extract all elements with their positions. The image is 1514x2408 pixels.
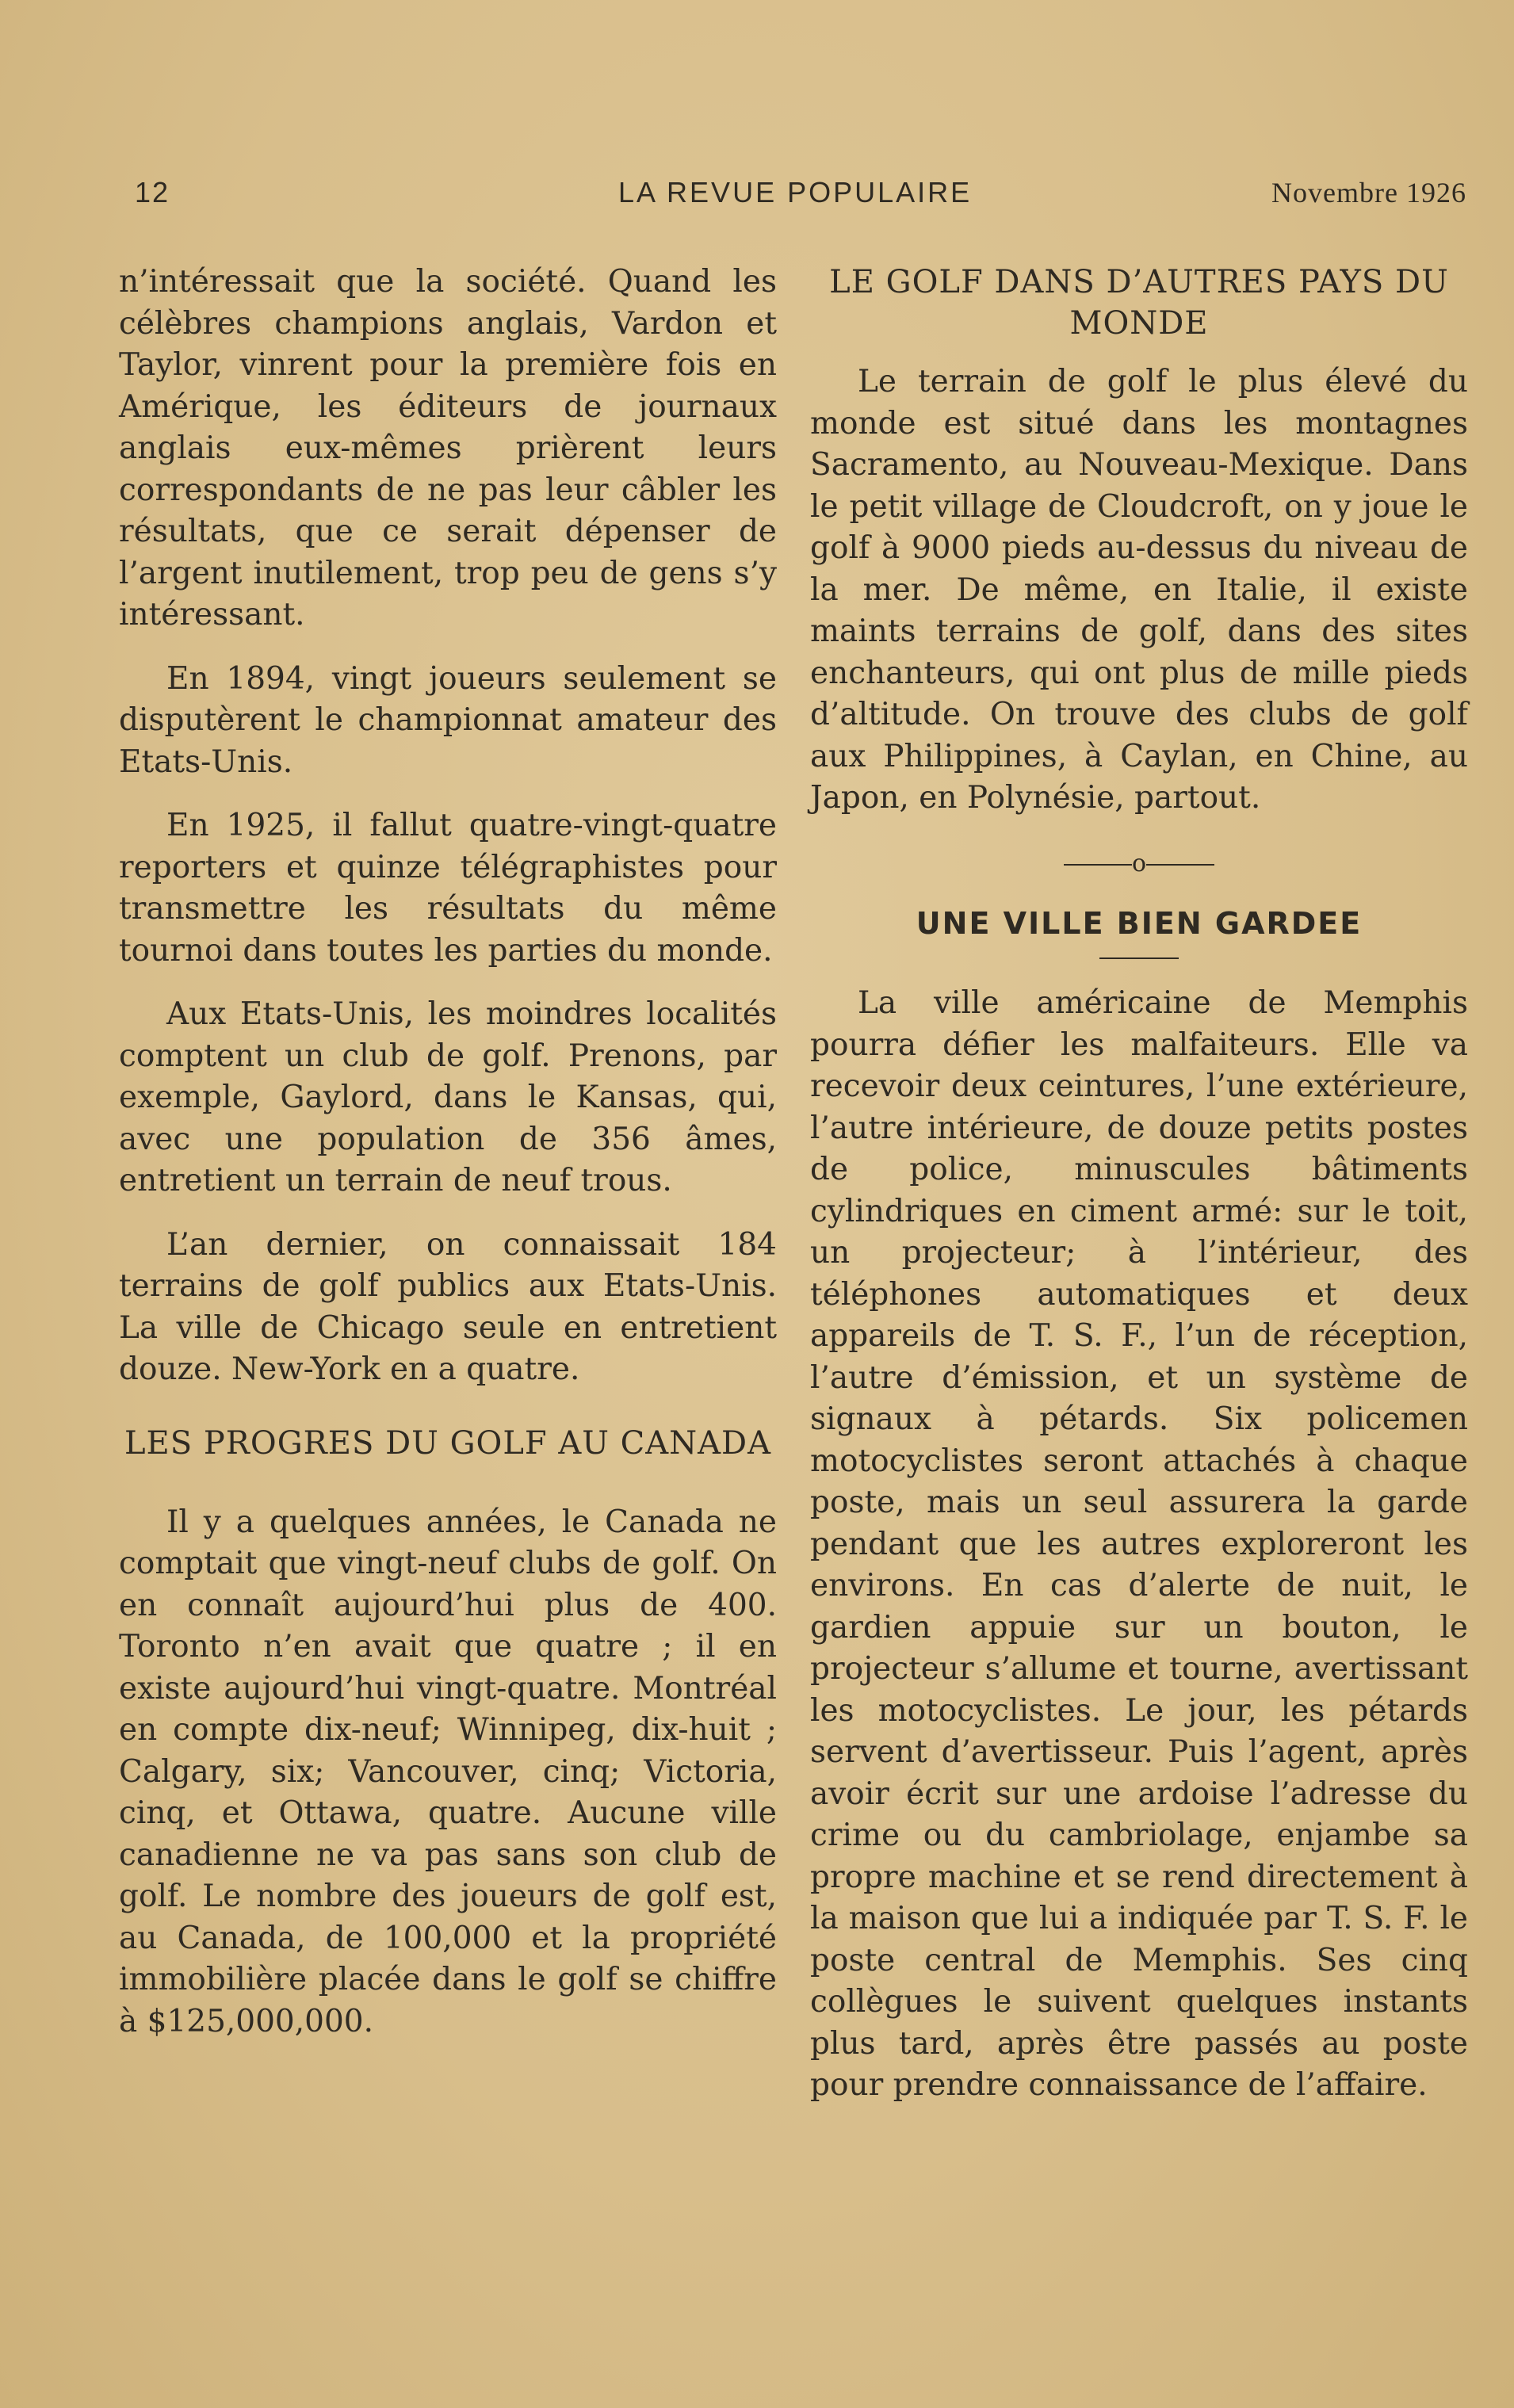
issue-date: Novembre 1926 bbox=[1271, 177, 1466, 208]
page-number: 12 bbox=[135, 176, 170, 208]
publication-title: LA REVUE POPULAIRE bbox=[618, 176, 973, 208]
paragraph: L’an dernier, on connaissait 184 terrains de golf publics aux Etats-Unis. La ville de Chicago seule en entretient douze. New-York en a quatre. bbox=[119, 1226, 777, 1387]
article-title: UNE VILLE BIEN GARDEE bbox=[916, 906, 1363, 941]
section-heading: LES PROGRES DU GOLF AU CANADA bbox=[124, 1424, 771, 1462]
separator-mark: o bbox=[1131, 849, 1147, 877]
section-separator bbox=[810, 843, 1468, 885]
separator-line bbox=[1146, 864, 1214, 866]
paragraph: Aux Etats-Unis, les moindres localités comptent un club de golf. Prenons, par exemple, Gaylord, dans le Kansas, qui, avec une population de 356 âmes, entretient un terrain de neuf trous. bbox=[119, 996, 777, 1198]
paragraph: Il y a quelques années, le Canada ne comptait que vingt-neuf clubs de golf. On en connaît aujourd’hui plus de 400. Toronto n’en avait que quatre ; il en existe aujourd’hui vingt-quatre. Montréal en compte dix-neuf; Winnipeg, dix-huit ; Calgary, six; Vancouver, cinq; Victoria, cinq, et Ottawa, quatre. Aucune ville canadienne ne va pas sans son club de golf. Le nombre des joueurs de golf est, au Canada, de 100,000 et la propriété immobilière placée dans le golf se chiffre à $125,000,000. bbox=[119, 1504, 777, 2039]
paragraph: En 1894, vingt joueurs seulement se disputèrent le championnat amateur des Etats-Unis. bbox=[119, 660, 777, 780]
separator-line bbox=[1064, 864, 1132, 866]
page-header bbox=[135, 176, 1474, 216]
paragraph: En 1925, il fallut quatre-vingt-quatre reporters et quinze télégraphistes pour transmettre les résultats du même tournoi dans toutes les parties du monde. bbox=[119, 808, 777, 969]
paragraph: n’intéressait que la société. Quand les célèbres champions anglais, Vardon et Taylor, vinrent pour la première fois en Amérique, les éditeurs de journaux anglais eux-mêmes prièrent leurs correspondants de ne pas leur câbler les résultats, que ce serait dépenser de l’argent inutilement, trop peu de gens s’y intéressant. bbox=[119, 264, 777, 633]
section-heading: LE GOLF DANS D’AUTRES PAYS DU MONDE bbox=[829, 264, 1449, 342]
right-column bbox=[810, 262, 1468, 2129]
paragraph: La ville américaine de Memphis pourra défier les malfaiteurs. Elle va recevoir deux ceintures, l’une extérieure, l’autre intérieure, de douze petits postes de police, minuscules bâtiments cylindriques en ciment armé: sur le toit, un projecteur; à l’intérieur, des téléphones automatiques et deux appareils de T. S. F., l’un de réception, l’autre d’émission, et un système de signaux à pétards. Six policemen motocyclistes seront attachés à chaque poste, mais un seul assurera la garde pendant que les autres exploreront les environs. En cas d’alerte de nuit, le gardien appuie sur un bouton, le projecteur s’allume et tourne, avertissant les motocyclistes. Le jour, les pétards servent d’avertisseur. Puis l’agent, après avoir écrit sur une ardoise l’adresse du crime ou du cambriolage, enjambe sa propre machine et se rend directement à la maison que lui a indiquée par T. S. F. le poste central de Memphis. Ses cinq collègues le suivent quelques instants plus tard, après être passés au poste pour prendre connaissance de l’affaire. bbox=[810, 985, 1468, 2103]
title-underline bbox=[1099, 957, 1179, 959]
paragraph: Le terrain de golf le plus élevé du monde est situé dans les montagnes Sacramento, au Nouveau-Mexique. Dans le petit village de Cloudcroft, on y joue le golf à 9000 pieds au-dessus du niveau de la mer. De même, en Italie, il existe maints terrains de golf, dans des sites enchanteurs, qui ont plus de mille pieds d’altitude. On trouve des clubs de golf aux Philippines, à Caylan, en Chine, au Japon, en Polynésie, partout. bbox=[810, 364, 1468, 816]
left-column bbox=[119, 262, 777, 2065]
